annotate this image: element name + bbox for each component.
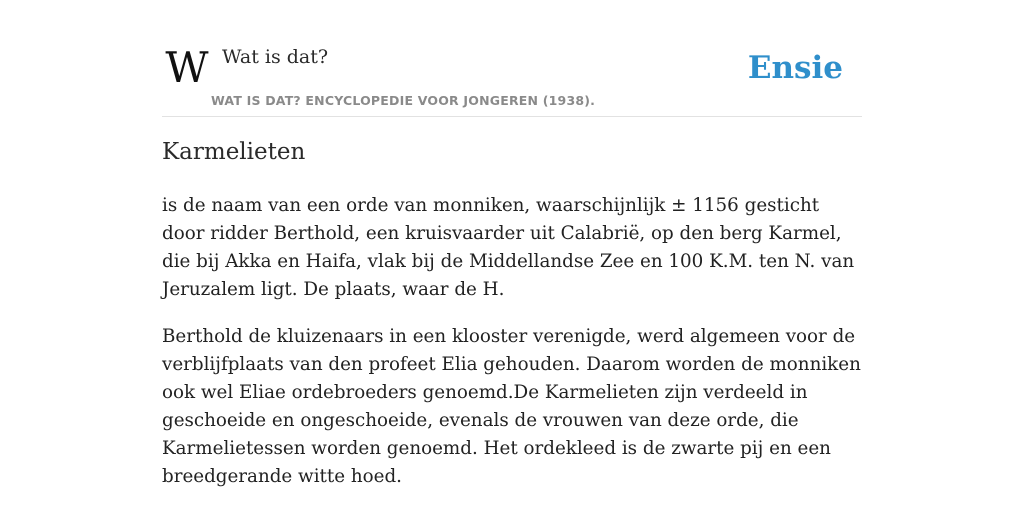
site-title[interactable]: Wat is dat?: [222, 46, 329, 68]
page-title: Karmelieten: [162, 139, 306, 165]
paragraph-2: Berthold de kluizenaars in een klooster verenigde, werd algemeen voor de verblijfplaats van den profeet Elia gehouden. Daarom worden de monniken ook wel Eliae ordebroeders genoemd.De Karmelieten zijn verdeeld in geschoeide en ongeschoeide, evenals de vrouwen van deze orde, die Karmelietessen worden genoemd. Het ordekleed is de zwarte pij en een breedgerande witte hoed.: [162, 326, 861, 487]
brand-logo[interactable]: Ensie: [747, 50, 843, 86]
wikipedia-logo-icon[interactable]: [164, 48, 210, 92]
paragraph-1: is de naam van een orde van monniken, waarschijnlijk ± 1156 gesticht door ridder Berthold, een kruisvaarder uit Calabrië, op den berg Karmel, die bij Akka en Haifa, vlak bij de Middellandse Zee en 100 K.M. ten N. van Jeruzalem ligt. De plaats, waar de H.: [162, 195, 855, 300]
logo-letter: W: [165, 48, 209, 92]
article-body: [162, 192, 867, 510]
source-label: WAT IS DAT? ENCYCLOPEDIE VOOR JONGEREN (1938).: [211, 93, 596, 108]
header: [162, 40, 862, 117]
